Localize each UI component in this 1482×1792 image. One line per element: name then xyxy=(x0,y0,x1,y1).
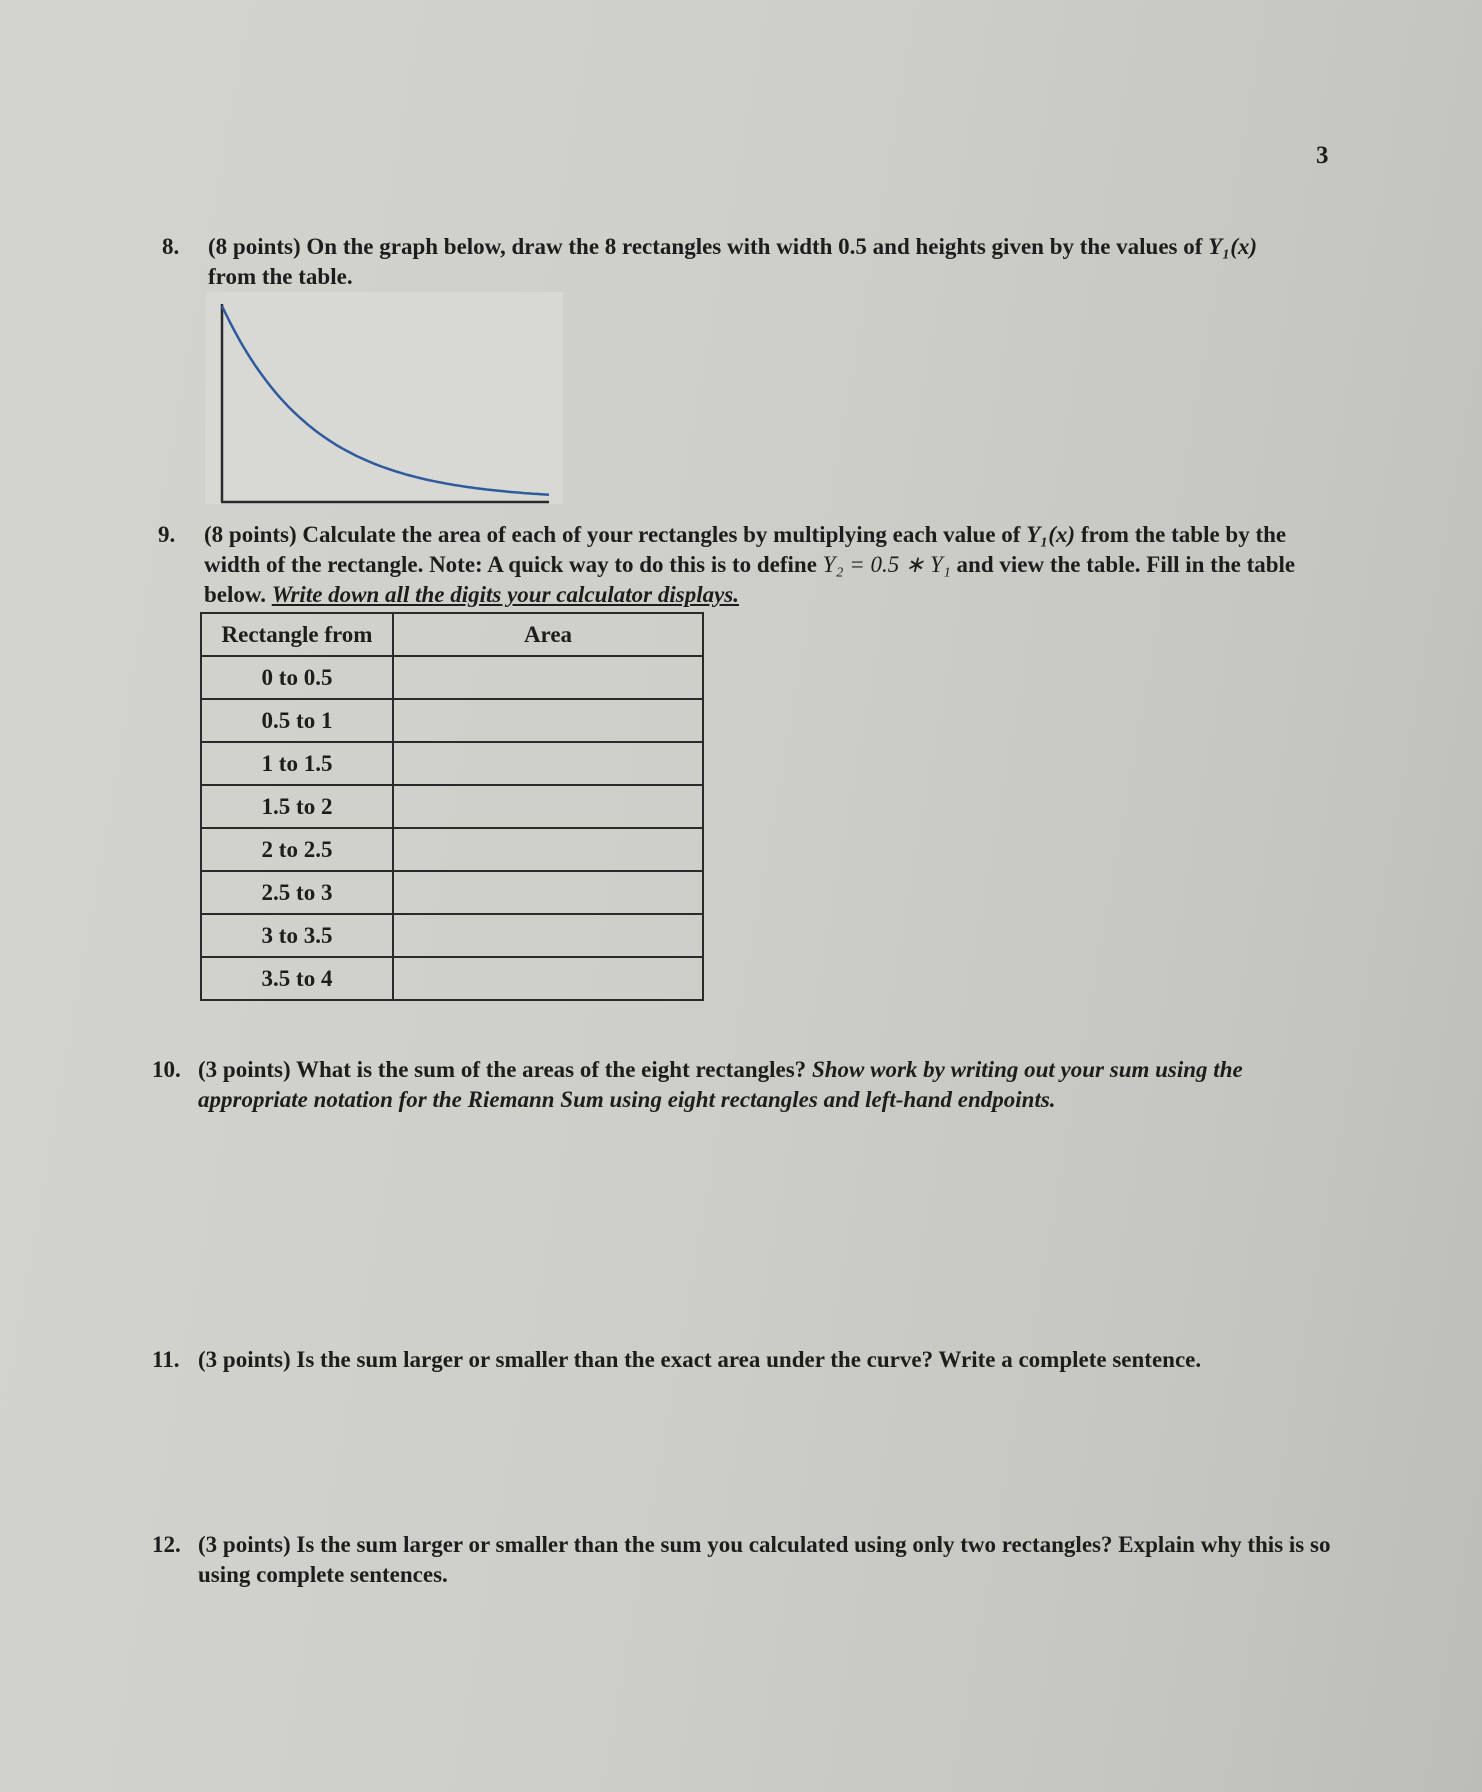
area-cell[interactable] xyxy=(393,785,703,828)
question-number: 10. xyxy=(152,1057,181,1082)
q12-text2: why this is so using complete sentences. xyxy=(198,1532,1331,1587)
function-graph xyxy=(205,292,563,504)
area-cell[interactable] xyxy=(393,828,703,871)
q12-text1: (3 points) Is the sum larger or smaller than the sum you calculated using only two rectangles? xyxy=(198,1532,1119,1557)
graph-background xyxy=(205,292,563,504)
rectangle-range: 0.5 to 1 xyxy=(201,699,393,742)
q9-part1: (8 points) Calculate the area of each of your rectangles by multiplying each value of xyxy=(204,522,1027,547)
question-number: 11. xyxy=(152,1347,180,1372)
q9-emphasis: Write down all the digits your calculator displays. xyxy=(271,582,740,607)
question-number: 12. xyxy=(152,1532,181,1557)
rectangle-range: 1.5 to 2 xyxy=(201,785,393,828)
q12-strong: Explain xyxy=(1118,1532,1195,1557)
area-cell[interactable] xyxy=(393,957,703,1000)
rectangle-range: 3.5 to 4 xyxy=(201,957,393,1000)
question-text xyxy=(208,232,1308,292)
area-table xyxy=(200,612,704,1001)
q9-part3: and view the table. Fill in the table below. xyxy=(204,552,1296,607)
rectangle-range: 3 to 3.5 xyxy=(201,914,393,957)
table-row xyxy=(201,742,703,785)
area-cell[interactable] xyxy=(393,699,703,742)
header-rectangle-from: Rectangle from xyxy=(201,613,393,656)
q10-text: (3 points) What is the sum of the areas of the eight rectangles? xyxy=(198,1057,812,1082)
question-text xyxy=(198,1345,1338,1375)
rectangle-range: 2.5 to 3 xyxy=(201,871,393,914)
q9-part2: from the table by the width of the rectangle. Note: A quick way to do this is to define xyxy=(204,522,1287,577)
area-cell[interactable] xyxy=(393,914,703,957)
table-row xyxy=(201,957,703,1000)
rectangle-range: 0 to 0.5 xyxy=(201,656,393,699)
area-cell[interactable] xyxy=(393,656,703,699)
formula: Y₂ = 0.5 ∗ Y₁ xyxy=(822,552,951,577)
question-number: 8. xyxy=(162,234,180,259)
question-number: 9. xyxy=(158,522,176,547)
table-header-row xyxy=(201,613,703,656)
function-label: Y₁(x) xyxy=(1026,522,1076,547)
header-area: Area xyxy=(393,613,703,656)
question-text xyxy=(198,1055,1338,1115)
graph-svg xyxy=(205,292,563,504)
rectangle-range: 1 to 1.5 xyxy=(201,742,393,785)
table-row xyxy=(201,785,703,828)
area-cell[interactable] xyxy=(393,871,703,914)
question-text xyxy=(204,520,1334,610)
table-row xyxy=(201,871,703,914)
q8-line1: (8 points) On the graph below, draw the 8 rectangles with width 0.5 and heights given by the values of xyxy=(208,234,1209,259)
q10-emphasis: Show work by writing out your sum using the appropriate notation for the Riemann Sum using eight rectangles and left-hand endpoints. xyxy=(198,1057,1243,1112)
page-number: 3 xyxy=(1316,142,1329,169)
question-text xyxy=(198,1530,1338,1590)
q8-line2: from the table. xyxy=(208,264,353,289)
function-label: Y₁(x) xyxy=(1208,234,1258,259)
table-row xyxy=(201,914,703,957)
q11-text: (3 points) Is the sum larger or smaller than the exact area under the curve? Write a complete sentence. xyxy=(198,1347,1202,1372)
area-cell[interactable] xyxy=(393,742,703,785)
table-row xyxy=(201,656,703,699)
rectangle-range: 2 to 2.5 xyxy=(201,828,393,871)
table-row xyxy=(201,828,703,871)
table-row xyxy=(201,699,703,742)
